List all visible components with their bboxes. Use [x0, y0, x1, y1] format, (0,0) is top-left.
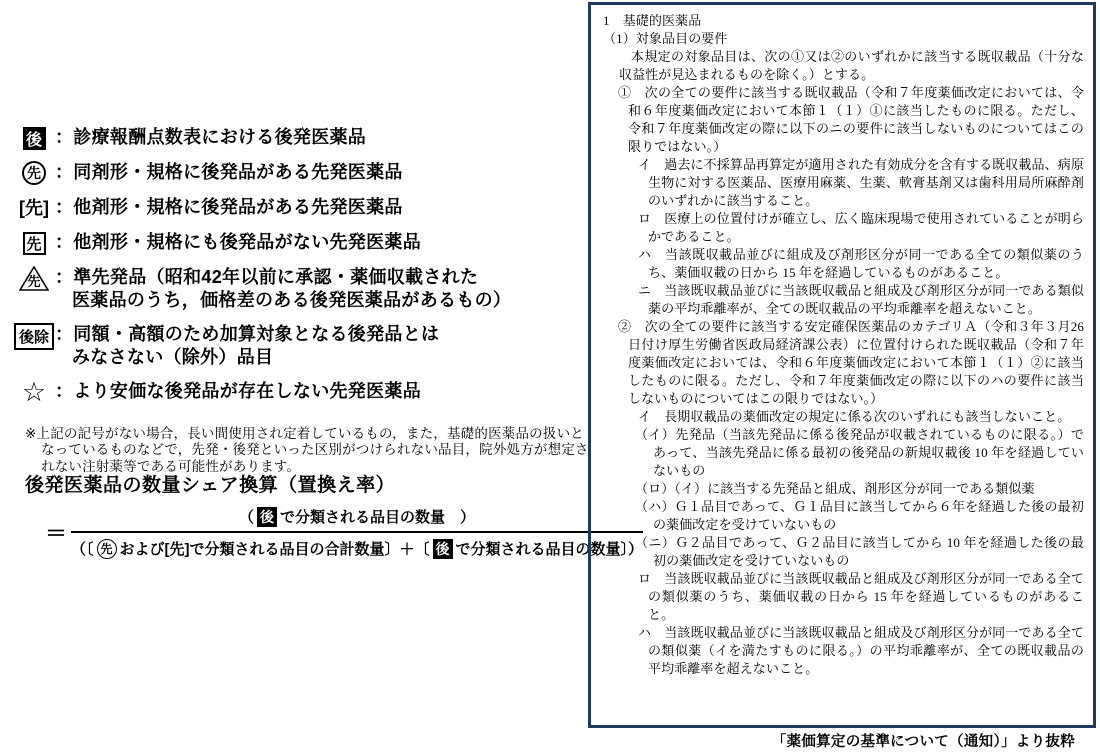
legend-item-label: ：同額・高額のため加算対象となる後発品とは みなさない（除外）品目: [55, 324, 440, 367]
star-icon: ☆: [21, 377, 47, 407]
bracketed-sen-icon: [先]: [19, 198, 49, 218]
formula-title: 後発医薬品の数量シェア換算（置換え率）: [25, 475, 396, 496]
legend-item-star: [13, 377, 583, 407]
doc-paragraph: ロ 医療上の位置付けが確立し、広く臨床現場で使用されていることが明らかであること。: [638, 211, 1084, 244]
legend-item-label: ：より安価な後発品が存在しない先発医薬品: [55, 381, 421, 401]
legend-item-label: ：準先発品（昭和42年以前に承認・薬価収載された 医薬品のうち，価格差のある後発医薬品があるもの）: [55, 267, 512, 310]
legend-item-brand-other-form: [13, 196, 583, 220]
legend-item-label: ：他剤形・規格に後発品がある先発医薬品: [55, 197, 403, 217]
generic-filled-square-icon: 後: [23, 127, 46, 150]
boxed-sen-icon: 先: [23, 232, 46, 255]
boxed-gojo-icon: 後除: [14, 323, 54, 350]
circled-sen-icon: 先: [97, 539, 117, 559]
fraction: [71, 506, 643, 559]
doc-heading-1: 1 基礎的医薬品: [603, 13, 702, 28]
legend-item-generic: [13, 126, 583, 150]
generic-filled-square-icon: 後: [257, 507, 277, 527]
doc-paragraph: （イ）先発品（当該先発品に係る後発品が収載されているものに限る。）であって、当該先発品に係る最初の後発品の新規収載後 10 年を経過していないもの: [635, 427, 1084, 478]
doc-paragraph: イ 長期収載品の薬価改定の規定に係る次のいずれにも該当しないこと。: [638, 409, 1071, 424]
doc-paragraph-item-1: ① 次の全ての要件に該当する既収載品（令和７年度薬価改定においては、令和６年度薬価改定において本節１（１）①に該当したものに限る。ただし、令和７年度薬価改定の際に以下のニの要件に該当しないものについてはこの限りではない。）: [618, 85, 1084, 154]
doc-paragraph: ハ 当該既収載品並びに組成及び剤形区分が同一である全ての類似薬のうち、薬価収載の日から 15 年を経過しているものがあること。: [638, 247, 1084, 280]
legend-item-brand-no-generic: [13, 231, 583, 255]
doc-paragraph: （ハ）Ｇ１品目であって、Ｇ１品目に該当してから６年を経過した後の最初の薬価改定を受けていないもの: [635, 499, 1084, 532]
legend-item-excluded-generic: [13, 323, 583, 369]
regulation-text-box: [588, 2, 1096, 728]
source-caption: 「薬価算定の基準について（通知）」より抜粋: [771, 734, 1075, 750]
legend-item-label: ：診療報酬点数表における後発医薬品: [55, 127, 367, 147]
substitution-rate-formula: [45, 506, 643, 559]
triangle-sen-icon: [19, 266, 49, 292]
doc-paragraph-item-2: ② 次の全ての要件に該当する安定確保医薬品のカテゴリＡ（令和３年３月26 日付け厚生労働省医政局経済課公表）に位置付けられた既収載品（令和７年度薬価改定においては、令和６年度薬価改定において本節１（１）②に該当したものに限る。ただし、令和７年度薬価改定の際に以下のハの要件に該当しないものについてはこの限りではない。）: [618, 319, 1084, 406]
doc-paragraph: イ 過去に不採算品再算定が適用された有効成分を含有する既収載品、病原生物に対する医薬品、医療用麻薬、生薬、軟膏基剤又は歯科用局所麻酔剤のいずれかに該当すること。: [638, 157, 1084, 208]
svg-text:先: 先: [27, 274, 41, 289]
fraction-numerator: （ 後 で分類される品目の数量 ）: [239, 508, 476, 526]
doc-paragraph: （ニ）Ｇ２品目であって、Ｇ２品目に該当してから 10 年を経過した後の最初の薬価改定を受けていないもの: [635, 535, 1084, 568]
legend-item-quasi-brand: [13, 266, 583, 312]
circled-sen-icon: 先: [22, 161, 46, 185]
generic-filled-square-icon: 後: [433, 539, 453, 559]
doc-paragraph: ニ 当該既収載品並びに当該既収載品と組成及び剤形区分が同一である類似薬の平均乖離率が、全ての既収載品の平均乖離率を超えないこと。: [638, 283, 1084, 316]
legend-item-label: ：他剤形・規格にも後発品がない先発医薬品: [55, 232, 421, 252]
legend-item-brand-same-form: [13, 161, 583, 185]
doc-heading-2: （1）対象品目の要件: [603, 31, 728, 46]
legend-item-label: ：同剤形・規格に後発品がある先発医薬品: [55, 162, 403, 182]
legend-footnote: ※上記の記号がない場合，長い間使用され定着しているもの，また，基礎的医薬品の扱いとなっているものなどで，先発・後発といった区別がつけられない品目，院外処方が想定されない注射薬等である可能性があります。: [25, 425, 589, 474]
doc-paragraph: ロ 当該既収載品並びに当該既収載品と組成及び剤形区分が同一である全ての類似薬のうち、薬価収載の日から 15 年を経過しているものがあること。: [638, 571, 1084, 622]
doc-paragraph: 本規定の対象品目は、次の①又は②のいずれかに該当する既収載品（十分な収益性が見込まれるものを除く。）とする。: [619, 49, 1084, 82]
equals-sign: ＝: [45, 521, 68, 546]
doc-paragraph: ハ 当該既収載品並びに当該既収載品と組成及び剤形区分が同一である全ての類似薬（イを満たすものに限る。）の平均乖離率が、全ての既収載品の平均乖離率を超えないこと。: [638, 625, 1084, 676]
doc-paragraph: （ロ）（イ）に該当する先発品と組成、剤形区分が同一である類似薬: [635, 481, 1035, 496]
symbol-legend: [13, 126, 583, 415]
fraction-denominator: （〔 先 および[先]で分類される品目の合計数量〕＋〔 後 で分類される品目の数量〕）: [71, 531, 643, 559]
